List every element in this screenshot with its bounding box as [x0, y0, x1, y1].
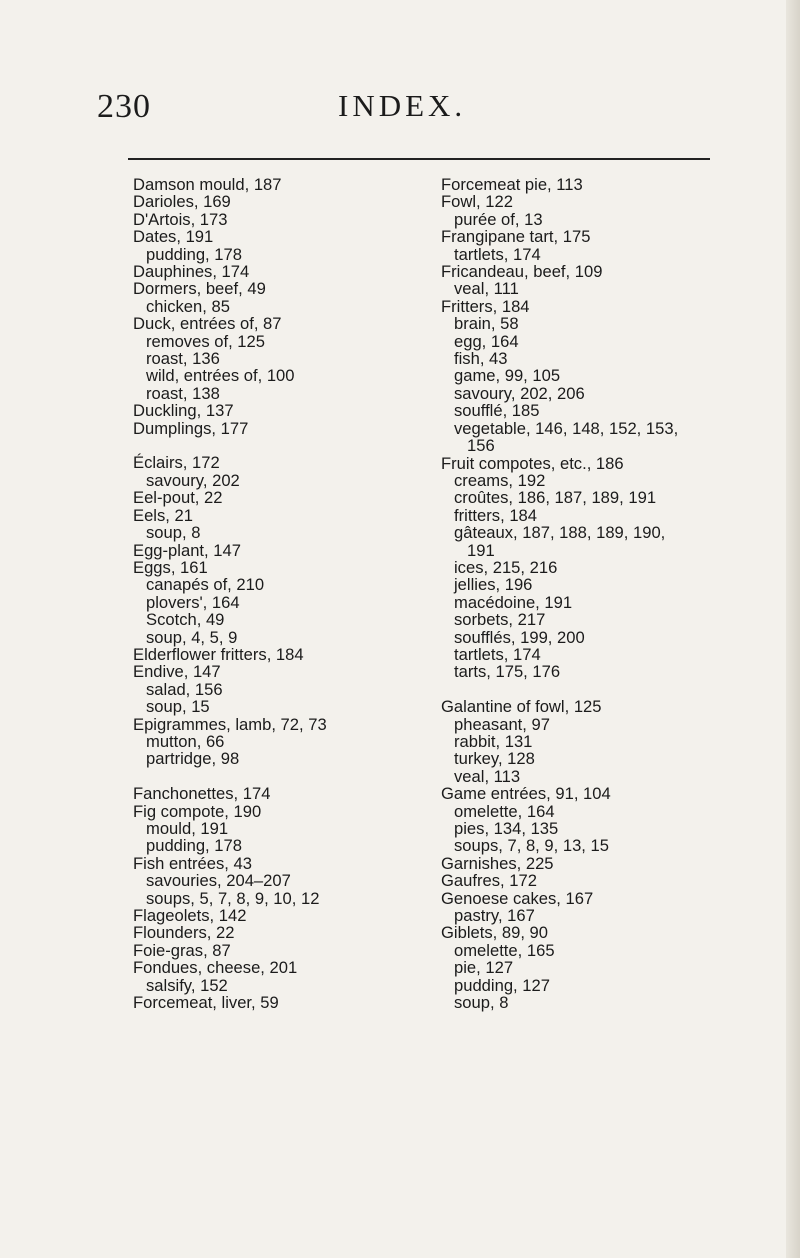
- index-subentry: croûtes, 186, 187, 189, 191: [454, 488, 657, 508]
- index-entry: Fanchonettes, 174: [133, 784, 271, 804]
- section-gap: [441, 681, 741, 698]
- index-entry: Giblets, 89, 90: [441, 923, 549, 943]
- index-entry: Flageolets, 142: [133, 906, 247, 926]
- index-subentry: turkey, 128: [454, 749, 535, 769]
- index-subentry: chicken, 85: [146, 296, 230, 316]
- index-subentry: sorbets, 217: [454, 610, 546, 630]
- index-entry: Fowl, 122: [441, 192, 513, 212]
- index-subentry: fish, 43: [454, 349, 508, 369]
- index-subentry: mutton, 66: [146, 731, 225, 751]
- index-entry: Fricandeau, beef, 109: [441, 262, 603, 282]
- index-subentry: salsify, 152: [146, 975, 228, 995]
- index-entry: Duck, entrées of, 87: [133, 314, 282, 334]
- index-subentry: salad, 156: [146, 679, 223, 699]
- index-subentry: soups, 5, 7, 8, 9, 10, 12: [146, 888, 320, 908]
- index-entry: Dormers, beef, 49: [133, 279, 266, 299]
- index-entry: Galantine of fowl, 125: [441, 697, 602, 717]
- page-title: INDEX.: [338, 88, 467, 123]
- index-entry: Fish entrées, 43: [133, 853, 252, 873]
- index-entry: Forcemeat pie, 113: [441, 175, 583, 194]
- index-entry: Endive, 147: [133, 662, 221, 682]
- index-entry: Foie-gras, 87: [133, 940, 231, 960]
- index-subentry: ices, 215, 216: [454, 557, 558, 577]
- page-header: [0, 88, 800, 128]
- page-number: 230: [97, 88, 151, 125]
- index-subentry: gâteaux, 187, 188, 189, 190,: [454, 523, 666, 543]
- header-rule: [128, 158, 710, 160]
- index-subentry: wild, entrées of, 100: [146, 366, 295, 386]
- index-subentry: soufflé, 185: [454, 401, 540, 421]
- index-subentry: soup, 8: [454, 993, 509, 1013]
- index-entry: Éclairs, 172: [133, 453, 220, 473]
- index-column-left: [133, 176, 403, 1011]
- index-entry: Forcemeat, liver, 59: [133, 993, 279, 1013]
- index-entry: Fig compote, 190: [133, 801, 262, 821]
- index-subentry: removes of, 125: [146, 331, 265, 351]
- index-subentry: pudding, 178: [146, 244, 242, 264]
- index-entry: Fondues, cheese, 201: [133, 958, 298, 978]
- index-entry: Darioles, 169: [133, 192, 231, 212]
- index-subentry: Scotch, 49: [146, 610, 225, 630]
- index-subentry: tartlets, 174: [454, 244, 541, 264]
- index-subentry: roast, 136: [146, 349, 220, 369]
- index-subentry: vegetable, 146, 148, 152, 153,: [454, 418, 679, 438]
- index-subentry: purée of, 13: [454, 209, 543, 229]
- index-subentry: veal, 111: [454, 279, 519, 299]
- index-subentry: tarts, 175, 176: [454, 662, 561, 682]
- index-subentry: jellies, 196: [454, 575, 533, 595]
- index-continuation: 191: [467, 540, 495, 560]
- index-column-right: [441, 176, 741, 1011]
- index-entry: Frangipane tart, 175: [441, 227, 591, 247]
- index-subentry: soup, 4, 5, 9: [146, 627, 238, 647]
- index-entry: Flounders, 22: [133, 923, 235, 943]
- index-entry: Garnishes, 225: [441, 853, 554, 873]
- index-subentry: canapés of, 210: [146, 575, 265, 595]
- index-subentry: game, 99, 105: [454, 366, 561, 386]
- index-entry: Gaufres, 172: [441, 871, 537, 891]
- index-subentry: rabbit, 131: [454, 731, 533, 751]
- index-subentry: savoury, 202: [146, 470, 240, 490]
- index-subentry: savoury, 202, 206: [454, 383, 585, 403]
- index-subentry: pies, 134, 135: [454, 819, 559, 839]
- index-subentry: soup, 15: [146, 697, 210, 717]
- index-subentry: omelette, 164: [454, 801, 555, 821]
- index-entry: D'Artois, 173: [133, 209, 228, 229]
- index-subentry: pastry, 167: [454, 906, 535, 926]
- index-subentry: brain, 58: [454, 314, 519, 334]
- index-entry: Fritters, 184: [441, 296, 530, 316]
- index-subentry: partridge, 98: [146, 749, 240, 769]
- index-subentry: plovers', 164: [146, 592, 240, 612]
- page-edge: [786, 0, 800, 1258]
- index-entry: Dates, 191: [133, 227, 214, 247]
- index-entry: Eggs, 161: [133, 557, 208, 577]
- index-subentry: pudding, 127: [454, 975, 550, 995]
- index-entry: Eel-pout, 22: [133, 488, 223, 508]
- index-subentry: savouries, 204–207: [146, 871, 291, 891]
- index-subentry: soups, 7, 8, 9, 13, 15: [454, 836, 609, 856]
- index-subentry: mould, 191: [146, 819, 229, 838]
- index-entry: Fruit compotes, etc., 186: [441, 453, 624, 473]
- index-subentry: veal, 113: [454, 766, 521, 786]
- index-subentry: creams, 192: [454, 470, 546, 490]
- index-subentry: pie, 127: [454, 958, 514, 978]
- index-subentry: tartlets, 174: [454, 644, 541, 664]
- index-subentry: omelette, 165: [454, 940, 555, 960]
- index-entry: Dauphines, 174: [133, 262, 250, 282]
- section-gap: [133, 437, 403, 454]
- index-subentry: soufflés, 199, 200: [454, 627, 585, 647]
- index-entry: Epigrammes, lamb, 72, 73: [133, 714, 327, 734]
- index-subentry: soup, 8: [146, 523, 201, 543]
- index-entry: Genoese cakes, 167: [441, 888, 594, 908]
- index-subentry: pudding, 178: [146, 836, 242, 856]
- index-entry: Game entrées, 91, 104: [441, 784, 611, 804]
- index-subentry: egg, 164: [454, 331, 519, 351]
- index-entry: Duckling, 137: [133, 401, 234, 421]
- index-subentry: roast, 138: [146, 383, 220, 403]
- index-entry: Damson mould, 187: [133, 175, 282, 194]
- index-subentry: fritters, 184: [454, 505, 538, 525]
- section-gap: [133, 768, 403, 785]
- index-subentry: pheasant, 97: [454, 714, 550, 734]
- index-continuation: 156: [467, 436, 495, 456]
- index-subentry: macédoine, 191: [454, 592, 573, 612]
- index-entry: Elderflower fritters, 184: [133, 644, 304, 664]
- index-entry: Dumplings, 177: [133, 418, 249, 438]
- index-entry: Eels, 21: [133, 505, 193, 525]
- index-entry: Egg-plant, 147: [133, 540, 241, 560]
